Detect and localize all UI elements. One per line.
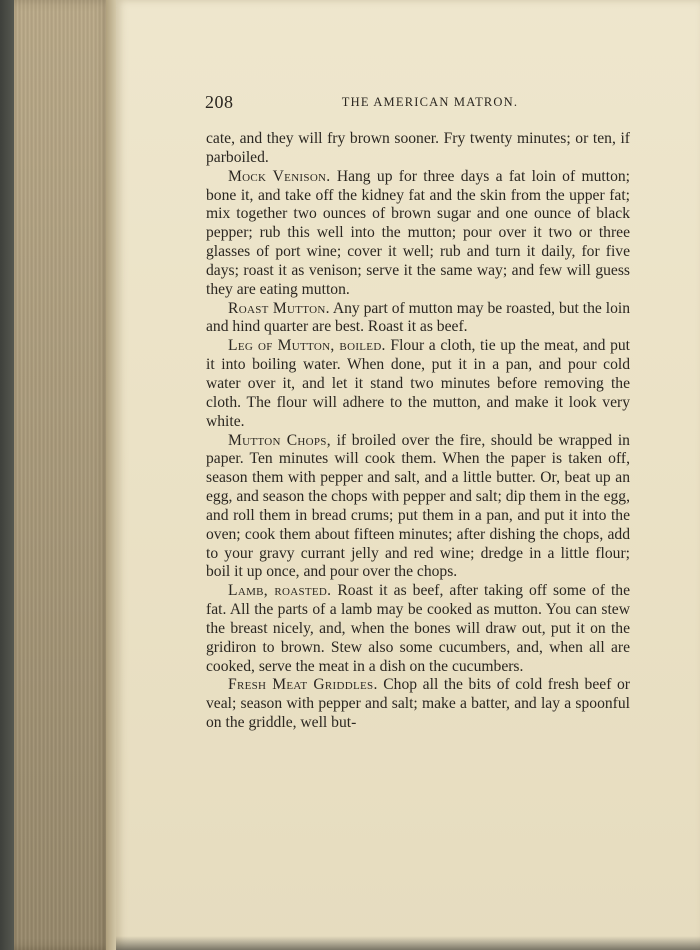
bottom-shadow: [116, 936, 700, 950]
recipe-heading: Lamb, roasted.: [228, 582, 332, 600]
recipe-body: Flour a cloth, tie up the meat, and put it into boiling water. When done, put it in a pan, and pour cold water over it, and let it stand two minutes before removing the cloth. The flour will adhere to the mutton, and make it look very white.: [206, 337, 630, 430]
page-header: [205, 92, 635, 112]
running-title: THE AMERICAN MATRON.: [341, 95, 519, 109]
recipe-heading: Mock Venison.: [228, 167, 331, 185]
page-text: [206, 130, 630, 733]
recipe-paragraph: [206, 337, 630, 431]
recipe-body: Hang up for three days a fat loin of mutton; bone it, and take off the kidney fat and the skin from the upper fat; mix together two ounces of brown sugar and one ounce of black pepper; rub this well into the mutton; pour over it two or three glasses of port wine; cover it well; rub and turn it daily, for five days; roast it as venison; serve it the same way; and few will guess they are eating mutton.: [206, 167, 630, 298]
recipe-body: Any part of mutton may be roasted, but the loin and hind quarter are best. Roast it as beef.: [206, 299, 630, 336]
recipe-body: Chop all the bits of cold fresh beef or veal; season with pepper and salt; make a batter, and lay a spoonful on the griddle, well but-: [206, 676, 630, 732]
recipe-paragraph: [206, 582, 630, 676]
recipe-paragraph: [206, 300, 630, 338]
recipe-body: if broiled over the fire, should be wrapped in paper. Ten minutes will cook them. When the paper is taken off, season them with pepper and salt, and a little butter. Or, beat up an egg, and season the chops with pepper and salt; dip them in the egg, and roll them in bread crums; put them in a pan, and put it into the oven; cook them about fifteen minutes; after dishing the chops, add to your gravy currant jelly and red wine; dredge in a little flour; boil it up once, and pour over the chops.: [206, 431, 630, 581]
page-edges: [14, 0, 112, 950]
recipe-paragraph: [206, 676, 630, 733]
recipe-body: Roast it as beef, after taking off some of the fat. All the parts of a lamb may be cooked as mutton. You can stew the breast nicely, and, when the bones will draw out, put it on the gridiron to brown. Stew also some cucumbers, and, when all are cooked, serve the meat in a dish on the cucumbers.: [206, 582, 630, 675]
recipe-paragraph: [206, 432, 630, 583]
recipe-heading: Roast Mutton.: [228, 299, 330, 317]
recipe-heading: Mutton Chops,: [228, 431, 331, 449]
recipe-heading: Leg of Mutton, boiled.: [228, 337, 386, 355]
recipe-heading: Fresh Meat Griddles.: [228, 676, 378, 694]
recipe-paragraph: [206, 130, 630, 168]
recipe-body: cate, and they will fry brown sooner. Fry twenty minutes; or ten, if parboiled.: [206, 130, 630, 166]
page-number: 208: [205, 92, 234, 112]
recipe-paragraph: [206, 168, 630, 300]
